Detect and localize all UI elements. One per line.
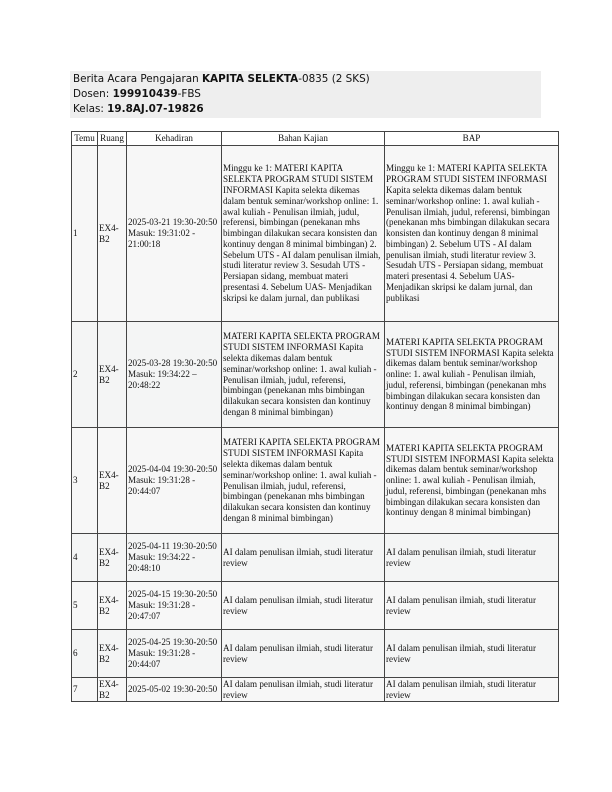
cell-kehadiran: 2025-03-28 19:30-20:50 Masuk: 19:34:22 – 20:48:22 (127, 322, 222, 428)
title-prefix: Berita Acara Pengajaran (73, 73, 202, 85)
cell-bahan-kajian: MATERI KAPITA SELEKTA PROGRAM STUDI SISTEM INFORMASI Kapita selekta dikemas dalam bentuk seminar/workshop online: 1. awal kuliah - Penulisan ilmiah, judul, referensi, bimbingan (penekanan mhs bimbingan dilakukan secara konsisten dan kontinuy dengan 8 minimal bimbingan) (222, 322, 385, 428)
table-row (72, 534, 559, 582)
table-row (72, 146, 559, 322)
cell-kehadiran: 2025-05-02 19:30-20:50 (127, 678, 222, 702)
cell-ruang: EX4-B2 (98, 428, 127, 534)
table-row (72, 630, 559, 678)
table-row (72, 428, 559, 534)
table-row (72, 582, 559, 630)
cell-bap: AI dalam penulisan ilmiah, studi literatur review (385, 534, 559, 582)
cell-temu: 7 (72, 678, 98, 702)
cell-ruang: EX4-B2 (98, 322, 127, 428)
cell-bap: MATERI KAPITA SELEKTA PROGRAM STUDI SISTEM INFORMASI Kapita selekta dikemas dalam bentuk seminar/workshop online: 1. awal kuliah - Penulisan ilmiah, judul, referensi, bimbingan (penekanan mhs bimbingan dilakukan secara konsisten dan kontinuy dengan 8 minimal bimbingan) (385, 428, 559, 534)
dosen-label: Dosen: (73, 88, 113, 100)
cell-bahan-kajian: Minggu ke 1: MATERI KAPITA SELEKTA PROGRAM STUDI SISTEM INFORMASI Kapita selekta dikemas dalam bentuk seminar/workshop online: 1. awal kuliah - Penulisan ilmiah, judul, referensi, bimbingan (penekanan mhs bimbingan dilakukan secara konsisten dan kontinuy dengan 8 minimal bimbingan) 2. Sebelum UTS - AI dalam penulisan ilmiah, studi literatur review 3. Sesudah UTS - Persiapan sidang, membuat materi presentasi 4. Sebelum UAS- Menjadikan skripsi ke dalam jurnal, dan publikasi (222, 146, 385, 322)
kelas-label: Kelas: (73, 103, 108, 115)
dosen-id: 199910439 (112, 88, 178, 100)
cell-bahan-kajian: AI dalam penulisan ilmiah, studi literatur review (222, 678, 385, 702)
cell-temu: 1 (72, 146, 98, 322)
cell-bap: AI dalam penulisan ilmiah, studi literatur review (385, 630, 559, 678)
course-name: KAPITA SELEKTA (202, 73, 299, 85)
header-bap: BAP (385, 132, 559, 146)
kelas-line (73, 102, 538, 117)
cell-bahan-kajian: AI dalam penulisan ilmiah, studi literatur review (222, 534, 385, 582)
cell-temu: 4 (72, 534, 98, 582)
cell-bap: AI dalam penulisan ilmiah, studi literatur review (385, 678, 559, 702)
header-bahan-kajian: Bahan Kajian (222, 132, 385, 146)
document-header (70, 71, 541, 118)
cell-bap: AI dalam penulisan ilmiah, studi literatur review (385, 582, 559, 630)
cell-temu: 5 (72, 582, 98, 630)
table-row (72, 322, 559, 428)
cell-ruang: EX4-B2 (98, 146, 127, 322)
cell-kehadiran: 2025-03-21 19:30-20:50 Masuk: 19:31:02 - 21:00:18 (127, 146, 222, 322)
header-kehadiran: Kehadiran (127, 132, 222, 146)
cell-ruang: EX4-B2 (98, 582, 127, 630)
course-suffix: -0835 (2 SKS) (298, 73, 370, 85)
cell-temu: 6 (72, 630, 98, 678)
kelas-value: 19.8AJ.07-19826 (107, 103, 204, 115)
teaching-record-table (71, 131, 559, 702)
cell-bap: MATERI KAPITA SELEKTA PROGRAM STUDI SISTEM INFORMASI Kapita selekta dikemas dalam bentuk seminar/workshop online: 1. awal kuliah - Penulisan ilmiah, judul, referensi, bimbingan (penekanan mhs bimbingan dilakukan secara konsisten dan kontinuy dengan 8 minimal bimbingan) (385, 322, 559, 428)
cell-ruang: EX4-B2 (98, 630, 127, 678)
cell-bahan-kajian: AI dalam penulisan ilmiah, studi literatur review (222, 582, 385, 630)
dosen-line (73, 87, 538, 102)
cell-kehadiran: 2025-04-11 19:30-20:50 Masuk: 19:34:22 - 20:48:10 (127, 534, 222, 582)
table-header-row (72, 132, 559, 146)
cell-bahan-kajian: MATERI KAPITA SELEKTA PROGRAM STUDI SISTEM INFORMASI Kapita selekta dikemas dalam bentuk seminar/workshop online: 1. awal kuliah - Penulisan ilmiah, judul, referensi, bimbingan (penekanan mhs bimbingan dilakukan secara konsisten dan kontinuy dengan 8 minimal bimbingan) (222, 428, 385, 534)
cell-kehadiran: 2025-04-15 19:30-20:50 Masuk: 19:31:28 - 20:47:07 (127, 582, 222, 630)
cell-kehadiran: 2025-04-04 19:30-20:50 Masuk: 19:31:28 - 20:44:07 (127, 428, 222, 534)
header-ruang: Ruang (98, 132, 127, 146)
cell-bap: Minggu ke 1: MATERI KAPITA SELEKTA PROGRAM STUDI SISTEM INFORMASI Kapita selekta dikemas dalam bentuk seminar/workshop online: 1. awal kuliah - Penulisan ilmiah, judul, referensi, bimbingan (penekanan mhs bimbingan dilakukan secara konsisten dan kontinuy dengan 8 minimal bimbingan) 2. Sebelum UTS - AI dalam penulisan ilmiah, studi literatur review 3. Sesudah UTS - Persiapan sidang, membuat materi presentasi 4. Sebelum UAS- Menjadikan skripsi ke dalam jurnal, dan publikasi (385, 146, 559, 322)
course-title-line (73, 72, 538, 87)
header-temu: Temu (72, 132, 98, 146)
table-row (72, 678, 559, 702)
dosen-suffix: -FBS (177, 88, 201, 100)
cell-temu: 2 (72, 322, 98, 428)
cell-ruang: EX4-B2 (98, 678, 127, 702)
cell-temu: 3 (72, 428, 98, 534)
cell-ruang: EX4-B2 (98, 534, 127, 582)
cell-kehadiran: 2025-04-25 19:30-20:50 Masuk: 19:31:28 - 20:44:07 (127, 630, 222, 678)
cell-bahan-kajian: AI dalam penulisan ilmiah, studi literatur review (222, 630, 385, 678)
